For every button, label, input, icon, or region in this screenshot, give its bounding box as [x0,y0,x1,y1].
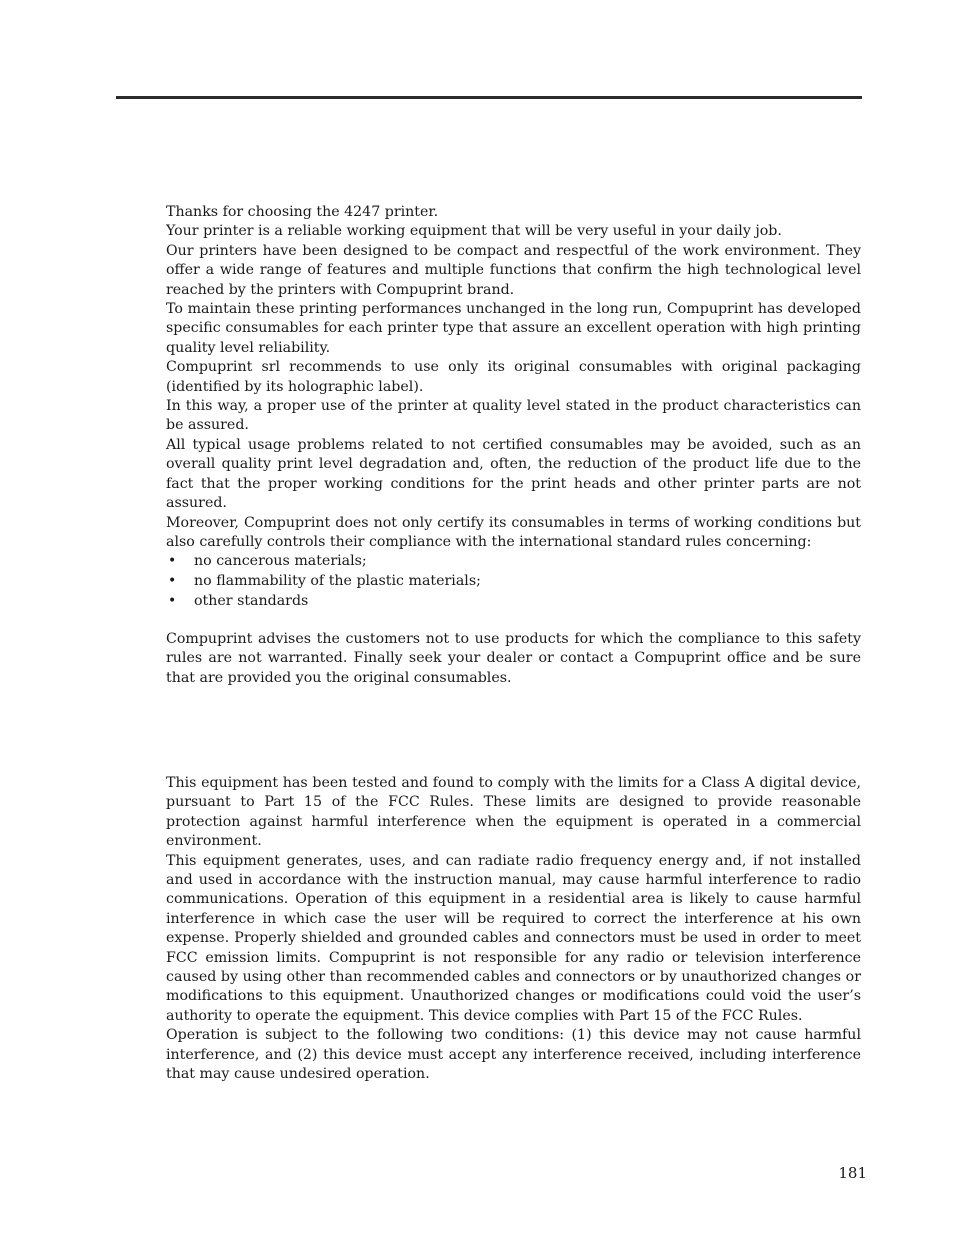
body-paragraph: In this way, a proper use of the printer at quality level stated in the product characteristics can be assured. [166,398,861,434]
body-paragraph: To maintain these printing performances unchanged in the long run, Compuprint has developed specific consumables for each printer type that assure an excellent operation with high printing quality level reliability. [166,301,861,356]
list-item-text: no flammability of the plastic materials; [194,573,481,590]
bullet-icon: • [168,573,177,590]
list-item-text: no cancerous materials; [194,553,367,569]
consumables-closing [166,630,861,688]
list-item-text: other standards [194,593,309,610]
header-rule [116,96,862,99]
body-paragraph: Compuprint srl recommends to use only its original consumables with original packaging (identified by its holographic label). [166,359,861,395]
list-item [166,571,861,591]
intro-paragraph: Thanks for choosing the 4247 printer. [166,204,439,220]
fcc-paragraph: Operation is subject to the following two conditions: (1) this device may not cause harmful interference, and (2) this device must accept any interference received, including interference that may cause undesired operation. [166,1027,861,1083]
closing-paragraph: Compuprint advises the customers not to use products for which the compliance to this safety rules are not warranted. Finally seek your dealer or contact a Compuprint office and be sure that are provided you the original consumables. [166,631,861,686]
fcc-section [166,774,861,1085]
fcc-paragraph: This equipment generates, uses, and can radiate radio frequency energy and, if not installed and used in accordance with the instruction manual, may cause harmful interference to radio communications. Operation of this equipment in a residential area is likely to cause harmful interference in which case the user will be required to correct the interference at his own expense. Properly shielded and grounded cables and connectors must be used in order to meet FCC emission limits. Compuprint is not responsible for any radio or television interference caused by using other than recommended cables and connectors or by unauthorized changes or modifications to this equipment. Unauthorized changes or modifications could void the user’s authority to operate the equipment. This device complies with Part 15 of the FCC Rules. [166,852,861,1024]
bullet-icon: • [168,593,177,610]
body-paragraph: Moreover, Compuprint does not only certify its consumables in terms of working conditions but also carefully controls their compliance with the international standard rules concerning: [166,514,861,550]
list-item [166,551,861,571]
consumables-section [166,203,861,552]
fcc-paragraph: This equipment has been tested and found to comply with the limits for a Class A digital device, pursuant to Part 15 of the FCC Rules. These limits are designed to provide reasonable protection against harmful interference when the equipment is operated in a commercial environment. [166,775,861,850]
intro-paragraph: Your printer is a reliable working equipment that will be very useful in your daily job. [166,223,782,240]
list-item [166,591,861,611]
body-paragraph: Our printers have been designed to be compact and respectful of the work environment. They offer a wide range of features and multiple functions that confirm the high technological level reached by the printers with Compuprint brand. [166,242,861,298]
standards-list [166,551,861,612]
page-number: 181 [838,1164,867,1182]
bullet-icon: • [168,553,177,569]
body-paragraph: All typical usage problems related to not certified consumables may be avoided, such as an overall quality print level degradation and, often, the reduction of the product life due to the fact that the proper working conditions for the print heads and other printer parts are not assured. [166,436,861,512]
